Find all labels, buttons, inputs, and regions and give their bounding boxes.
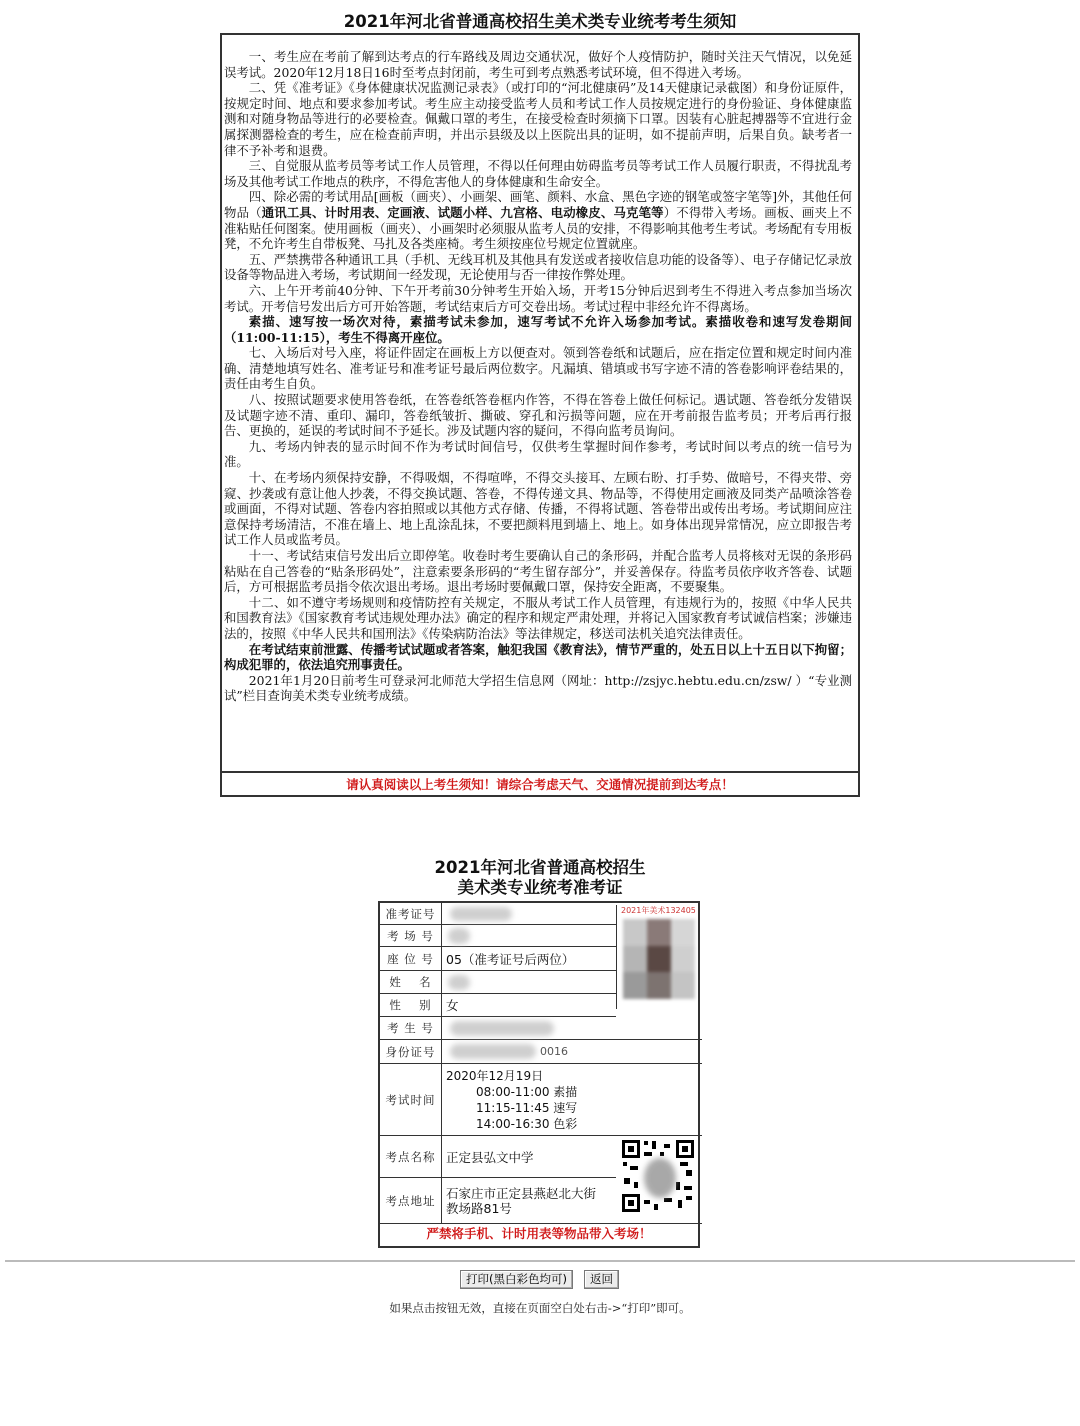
notice-para-1: 一、考生应在考前了解到达考点的行车路线及周边交通状况，做好个人疫情防护，随时关注天气情况，以免延误考试。2020年12月18日16时至考点封闭前，考生可到考点熟悉考试环境，但不得进入考场。 xyxy=(224,49,852,80)
notice-para-4-c: ）不得带入考场。画板、画夹上不准粘贴任何图案。使用画板（画夹）、小画架时必须服从监考人员的安排，不得影响其他考生考试。考场配有专用板凳，不允许考生自带板凳、马扎及各类座椅。考生须按座位号规定位置就座。 xyxy=(224,204,853,252)
notice-para-4 xyxy=(224,189,852,251)
ticket-no-row xyxy=(380,903,616,925)
redacted-id-no xyxy=(450,1044,536,1059)
notice-score-query: 2021年1月20日前考生可登录河北师范大学招生信息网（网址：http://zsjyc.hebtu.edu.cn/zsw/ ）“专业测试”栏目查询美术类专业统考成绩。 xyxy=(224,672,852,704)
divider xyxy=(5,1260,1075,1262)
redacted-student-no xyxy=(450,1021,554,1036)
print-button[interactable]: 打印(黑白彩色均可) xyxy=(460,1270,573,1289)
notice-title: 2021年河北省普通高校招生美术类专业统考考生须知 xyxy=(343,12,737,31)
room-no-row xyxy=(380,925,616,947)
redacted-name xyxy=(448,975,470,990)
ticket-no-label: 准考证号 xyxy=(380,903,442,924)
card-title-line-1: 2021年河北省普通高校招生 xyxy=(434,858,646,877)
pixelated-photo xyxy=(623,919,695,999)
admission-card-title xyxy=(380,858,700,898)
site-addr-label: 考点地址 xyxy=(380,1178,442,1223)
site-name-row xyxy=(380,1136,616,1178)
print-hint: 如果点击按钮无效，直接在页面空白处右击->“打印”即可。 xyxy=(389,1301,691,1315)
notice-warning: 请认真阅读以上考生须知！请综合考虑天气、交通情况提前到达考点！ xyxy=(346,777,734,792)
notice-bold-text-1: 素描、速写按一场次对待，素描考试未参加，速写考试不允许入场参加考试。素描收卷和速写发卷期间（11:00-11:15），考生不得离开座位。 xyxy=(224,314,852,345)
site-name-value: 正定县弘文中学 xyxy=(446,1149,534,1165)
id-no-row xyxy=(380,1040,702,1064)
site-addr-value: 石家庄市正定县燕赵北大街教场路81号 xyxy=(446,1185,597,1216)
seat-no-value: 05（准考证号后两位） xyxy=(446,951,575,967)
notice-para-7: 七、入场后对号入座，将证件固定在画板上方以便查对。领到答卷纸和试题后，应在指定位置和规定时间内准确、清楚地填写姓名、准考证号和准考证号最后两位数字。凡漏填、错填或书写字迹不清的答卷影响评卷结果的，责任由考生自负。 xyxy=(224,345,852,392)
id-no-label: 身份证号 xyxy=(380,1040,442,1063)
seat-no-row xyxy=(380,947,616,971)
qr-code-icon xyxy=(620,1138,696,1214)
student-no-label: 考 生 号 xyxy=(380,1017,442,1039)
notice-bold-para-2 xyxy=(224,642,852,673)
exam-time-row xyxy=(380,1064,702,1136)
gender-label: 性 别 xyxy=(380,994,442,1016)
notice-para-5: 五、严禁携带各种通讯工具（手机、无线耳机及其他具有发送或者接收信息功能的设备等）、电子存储记忆录放设备等物品进入考场，考试期间一经发现，无论使用与否一律按作弊处理。 xyxy=(224,251,852,283)
notice-para-10: 十、在考场内须保持安静，不得吸烟，不得喧哗，不得交头接耳、左顾右盼、打手势、做暗号，不得夹带、旁窥、抄袭或有意让他人抄袭，不得交换试题、答卷，不得传递文具、物品等，不得使用定画液及同类产品喷涂答卷或画面，不得对试题、答卷内容拍照或以其他方式存储、传播，不得将试题、答卷带出或传出考场。考试期间应注意保持考场清洁，不准在墙上、地上乱涂乱抹，不要把颜料甩到墙上、地上。如身体出现异常情况，应立即报告考试工作人员或监考员。 xyxy=(224,470,852,548)
notice-para-3: 三、自觉服从监考员等考试工作人员管理，不得以任何理由妨碍监考员等考试工作人员履行职责，不得扰乱考场及其他考试工作地点的秩序，不得危害他人的身体健康和生命安全。 xyxy=(224,158,852,189)
card-warning: 严禁将手机、计时用表等物品带入考场！ xyxy=(426,1226,652,1241)
site-name-label: 考点名称 xyxy=(380,1136,442,1177)
gender-row xyxy=(380,994,616,1017)
notice-para-12: 十二、如不遵守考场规则和疫情防控有关规定，不服从考试工作人员管理，有违规行为的，按照《中华人民共和国教育法》《国家教育考试违规处理办法》确定的程序和规定严肃处理，并将记入国家教育考试诚信档案；涉嫌违法的，按照《中华人民共和国刑法》《传染病防治法》等法律规定，移送司法机关追究法律责任。 xyxy=(224,594,852,641)
notice-para-9: 九、考场内钟表的显示时间不作为考试时间信号，仅供考生掌握时间作参考，考试时间以考点的统一信号为准。 xyxy=(224,438,852,470)
name-label: 姓 名 xyxy=(380,971,442,993)
notice-para-8: 八、按照试题要求使用答卷纸，在答卷纸答卷框内作答，不得在答卷上做任何标记。遇试题、答卷纸分发错误及试题字迹不清、重印、漏印，答卷纸皱折、撕破、穿孔和污损等问题，应在开考前报告监考员；开考后再行报告、更换的，延误的考试时间不予延长。涉及试题内容的疑问，不得向监考员询问。 xyxy=(224,392,852,439)
exam-date: 2020年12月19日 xyxy=(446,1069,544,1083)
notice-panel xyxy=(220,33,860,797)
session-quick-sketch: 11:15-11:45 速写 xyxy=(476,1101,578,1115)
room-no-label: 考 场 号 xyxy=(380,925,442,946)
photo-caption: 2021年美术132405 xyxy=(621,906,696,915)
gender-value: 女 xyxy=(446,998,459,1013)
redacted-ticket-no xyxy=(450,907,512,921)
student-no-row xyxy=(380,1017,702,1040)
back-button[interactable]: 返回 xyxy=(584,1270,619,1289)
exam-time-label: 考试时间 xyxy=(380,1064,442,1135)
notice-para-6: 六、上午开考前40分钟、下午开考前30分钟考生开始入场，开考15分钟后迟到考生不得进入考点参加当场次考试。开考信号发出后方可开始答题，考试结束后方可交卷出场。考试过程中非经允许不得离场。 xyxy=(224,282,852,314)
session-sketch: 08:00-11:00 素描 xyxy=(476,1085,578,1099)
id-no-fragment: 0016 xyxy=(540,1045,568,1058)
name-row xyxy=(380,971,616,994)
notice-bold-text-2: 在考试结束前泄露、传播考试试题或者答案，触犯我国《教育法》，情节严重的，处五日以上十五日以下拘留；构成犯罪的，依法追究刑事责任。 xyxy=(224,641,852,673)
notice-body xyxy=(222,35,858,773)
notice-para-11: 十一、考试结束信号发出后立即停笔。收卷时考生要确认自己的条形码，并配合监考人员将核对无误的条形码粘贴在自己答卷的“贴条形码处”，注意索要条形码的“考生留存部分”，并妥善保存。待监考员依序收齐答卷、试题后，方可根据监考员指令依次退出考场。退出考场时要佩戴口罩，保持安全距离，不要聚集。 xyxy=(224,548,852,595)
session-color: 14:00-16:30 色彩 xyxy=(476,1117,578,1131)
redacted-room-no xyxy=(448,928,470,944)
notice-bold-para-1 xyxy=(224,314,852,345)
card-title-line-2: 美术类专业统考准考证 xyxy=(457,878,623,897)
notice-para-4-bold: 通讯工具、计时用表、定画液、试题小样、九宫格、电动橡皮、马克笔等 xyxy=(261,204,664,220)
applicant-photo xyxy=(616,905,698,1009)
exam-schedule xyxy=(446,1068,577,1132)
notice-para-2: 二、凭《准考证》《身体健康状况监测记录表》（或打印的“河北健康码”及14天健康记录截图）和身份证原件，按规定时间、地点和要求参加考试。考生应主动接受监考人员和考试工作人员按规定进行的身份验证、身体健康监测和对随身物品等进行的必要检查。佩戴口罩的考生，在接受检查时须摘下口罩。因装有心脏起搏器等不宜进行金属探测器检查的考生，应在检查前声明，并出示县级及以上医院出具的证明，如不提前声明，后果自负。缺考者一律不予补考和退费。 xyxy=(224,80,852,158)
notice-para-4-a: 四、除必需的考试用品[画板（画夹）、小画架、画笔、颜料、水盒、黑色字迹的钢笔或签字笔等]外，其他任何物品（ xyxy=(224,189,852,220)
seat-no-label: 座 位 号 xyxy=(380,947,442,970)
admission-card xyxy=(378,901,700,1248)
